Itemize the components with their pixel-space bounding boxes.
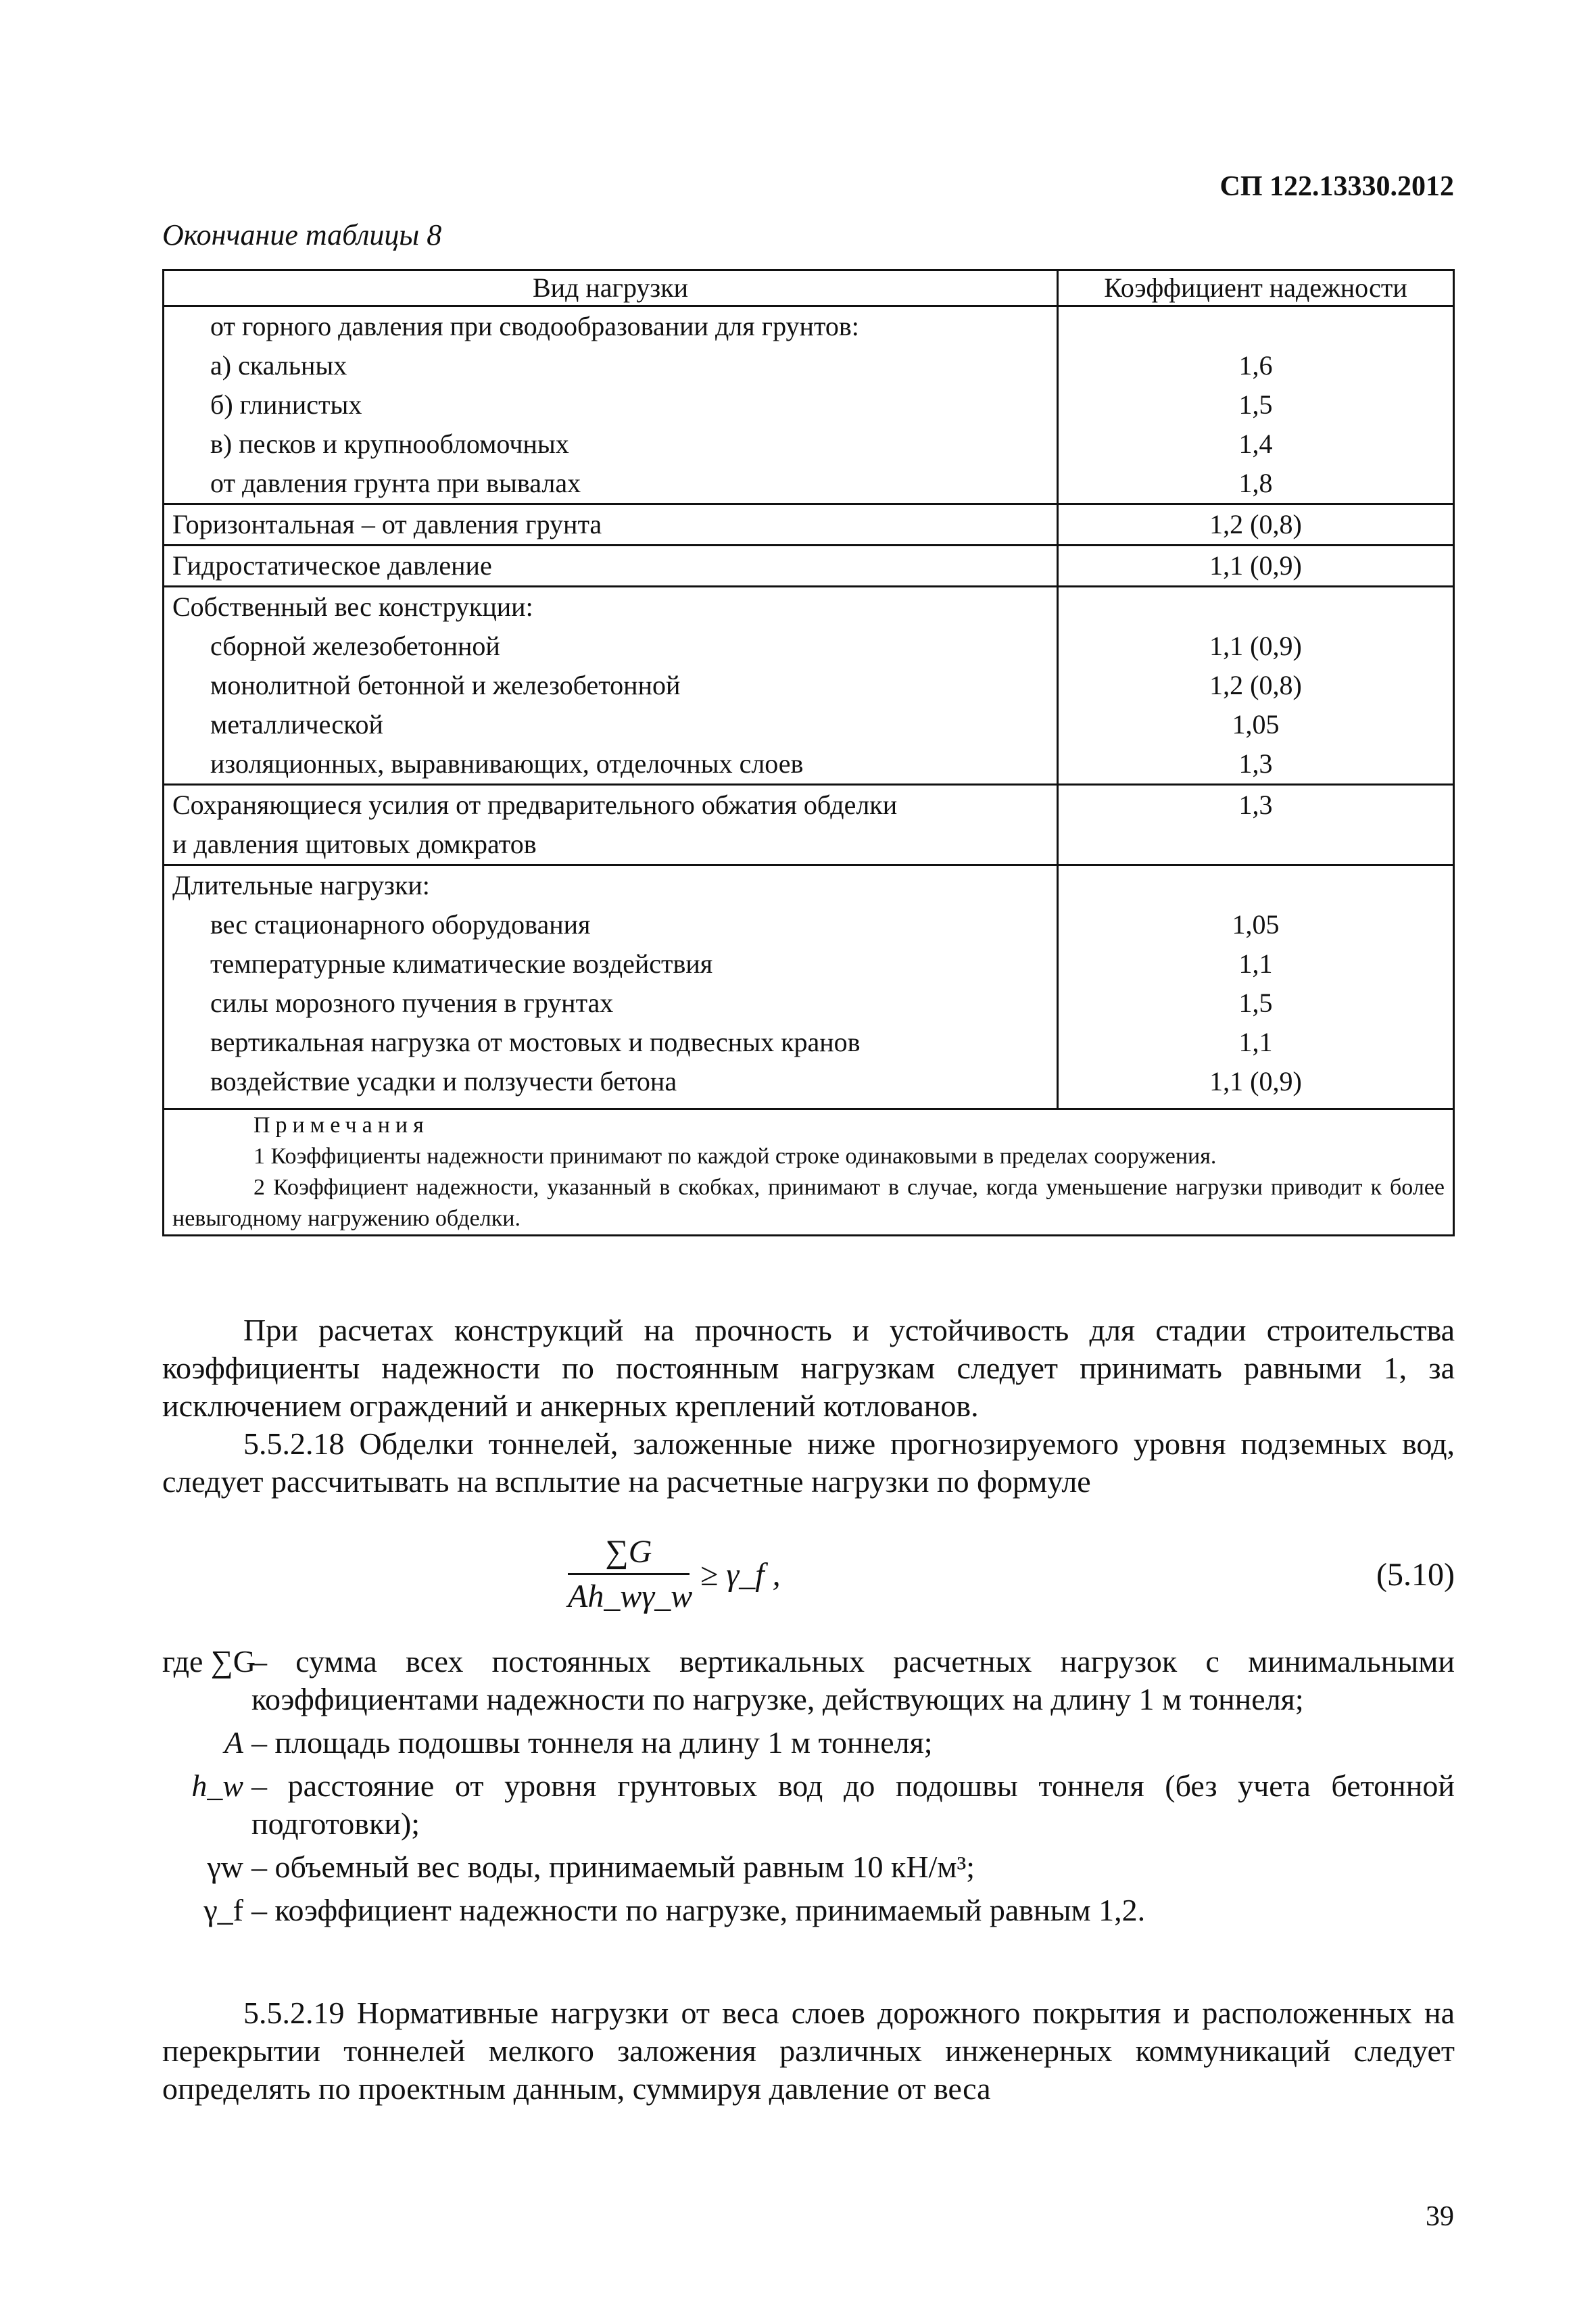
paragraph-5-5-2-18: 5.5.2.18 Обделки тоннелей, заложенные ниже прогнозируемого уровня подземных вод, следует рассчитывать на всплытие на расчетные нагрузки по формуле: [162, 1426, 1455, 1499]
table-row: [164, 587, 1454, 627]
definition-text: – площадь подошвы тоннеля на длину 1 м тоннеля;: [251, 1725, 933, 1760]
row-label: вес стационарного оборудования: [164, 905, 1058, 944]
document-code: СП 122.13330.2012: [1219, 171, 1454, 202]
row-value: 1,2 (0,8): [1058, 504, 1454, 546]
notes-title: Примечания: [253, 1113, 429, 1138]
definition-text: – объемный вес воды, принимаемый равным 10 кН/м³;: [251, 1850, 975, 1884]
notes-row: [164, 1109, 1454, 1236]
row-value: 1,4: [1058, 425, 1454, 464]
table-row: [164, 1023, 1454, 1062]
formula-fraction: [568, 1533, 693, 1615]
col-header-coefficient: Коэффициент надежности: [1058, 270, 1454, 306]
row-label: температурные климатические воздействия: [164, 944, 1058, 984]
row-value: 1,5: [1058, 984, 1454, 1023]
formula-rhs: ≥ γ_f ,: [700, 1557, 781, 1593]
definition-item: [162, 1848, 1455, 1886]
row-label: и давления щитовых домкратов: [164, 825, 1058, 865]
table-row: [164, 984, 1454, 1023]
row-value: 1,3: [1058, 744, 1454, 785]
note-item: 2 Коэффициент надежности, указанный в скобках, принимают в случае, когда уменьшение нагрузки приводит к более невыгодному нагружению обделки.: [172, 1175, 1445, 1231]
reliability-table: [162, 269, 1455, 1236]
table-row: [164, 785, 1454, 825]
table-row: [164, 905, 1454, 944]
row-label: от горного давления при сводообразовании для грунтов:: [164, 306, 1058, 347]
row-label: изоляционных, выравнивающих, отделочных слоев: [164, 744, 1058, 785]
row-label: а) скальных: [164, 346, 1058, 385]
row-value: 1,6: [1058, 346, 1454, 385]
body-paragraph-5-5-2-19: [162, 1994, 1455, 2108]
paragraph-5-5-2-19: 5.5.2.19 Нормативные нагрузки от веса слоев дорожного покрытия и расположенных на перекрытии тоннелей мелкого заложения различных инженерных коммуникаций следует определять по проектным данным, суммируя давление от веса: [162, 1996, 1455, 2106]
table-row: [164, 825, 1454, 865]
row-label: воздействие усадки и ползучести бетона: [164, 1062, 1058, 1109]
note-item: 1 Коэффициенты надежности принимают по каждой строке одинаковыми в пределах сооружения.: [253, 1144, 1217, 1169]
table-header-row: [164, 270, 1454, 306]
table-notes: [164, 1109, 1454, 1236]
paragraph-construction-stage: При расчетах конструкций на прочность и устойчивость для стадии строительства коэффициенты надежности по постоянным нагрузкам следует принимать равными 1, за исключением ограждений и анкерных креплений котлованов.: [162, 1313, 1455, 1423]
definition-item: [162, 1643, 1455, 1718]
row-label: Собственный вес конструкции:: [164, 587, 1058, 627]
definition-symbol: γ_f: [203, 1893, 243, 1927]
definition-symbol: A: [224, 1725, 243, 1760]
table-caption: Окончание таблицы 8: [162, 218, 442, 251]
row-label: сборной железобетонной: [164, 627, 1058, 666]
definition-symbol: γw: [207, 1850, 243, 1884]
row-value: [1058, 825, 1454, 865]
row-value: 1,05: [1058, 905, 1454, 944]
formula-numerator: ∑G: [568, 1533, 690, 1575]
table-row: [164, 504, 1454, 546]
definition-symbol: где ∑G: [162, 1644, 256, 1679]
row-value: 1,1: [1058, 944, 1454, 984]
row-label: Гидростатическое давление: [164, 546, 1058, 587]
row-label: Длительные нагрузки:: [164, 865, 1058, 906]
definition-text: – сумма всех постоянных вертикальных расчетных нагрузок с минимальными коэффициентами надежности по нагрузке, действующих на длину 1 м тоннеля;: [251, 1644, 1455, 1716]
row-value: 1,1 (0,9): [1058, 546, 1454, 587]
page-number: 39: [1426, 2201, 1454, 2232]
formula-definitions: [162, 1643, 1455, 1935]
table-row: [164, 944, 1454, 984]
row-value: 1,5: [1058, 385, 1454, 425]
formula-number: (5.10): [1376, 1557, 1455, 1593]
row-value: [1058, 306, 1454, 347]
row-value: 1,2 (0,8): [1058, 666, 1454, 705]
row-value: 1,05: [1058, 705, 1454, 744]
definition-item: [162, 1767, 1455, 1843]
row-label: силы морозного пучения в грунтах: [164, 984, 1058, 1023]
table-row: [164, 385, 1454, 425]
definition-text: – расстояние от уровня грунтовых вод до подошвы тоннеля (без учета бетонной подготовки);: [251, 1768, 1455, 1841]
row-label: в) песков и крупнообломочных: [164, 425, 1058, 464]
row-label: б) глинистых: [164, 385, 1058, 425]
row-label: металлической: [164, 705, 1058, 744]
row-value: 1,8: [1058, 464, 1454, 504]
row-label: монолитной бетонной и железобетонной: [164, 666, 1058, 705]
table-row: [164, 744, 1454, 785]
table-row: [164, 306, 1454, 347]
row-value: 1,3: [1058, 785, 1454, 825]
table-row: [164, 546, 1454, 587]
table-row: [164, 705, 1454, 744]
table-row: [164, 1062, 1454, 1109]
definition-text: – коэффициент надежности по нагрузке, принимаемый равным 1,2.: [251, 1893, 1146, 1927]
definition-item: [162, 1891, 1455, 1929]
table-row: [164, 425, 1454, 464]
row-value: [1058, 587, 1454, 627]
body-paragraphs: [162, 1311, 1455, 1501]
row-label: вертикальная нагрузка от мостовых и подвесных кранов: [164, 1023, 1058, 1062]
definition-item: [162, 1724, 1455, 1762]
table-row: [164, 627, 1454, 666]
row-label: Горизонтальная – от давления грунта: [164, 504, 1058, 546]
row-label: Сохраняющиеся усилия от предварительного обжатия обделки: [164, 785, 1058, 825]
table-row: [164, 346, 1454, 385]
row-label: от давления грунта при вывалах: [164, 464, 1058, 504]
row-value: 1,1: [1058, 1023, 1454, 1062]
col-header-load-type: Вид нагрузки: [164, 270, 1058, 306]
row-value: 1,1 (0,9): [1058, 627, 1454, 666]
formula-denominator: Ah_wγ_w: [568, 1578, 693, 1614]
table-row: [164, 865, 1454, 906]
table-row: [164, 666, 1454, 705]
row-value: 1,1 (0,9): [1058, 1062, 1454, 1109]
table-row: [164, 464, 1454, 504]
row-value: [1058, 865, 1454, 906]
formula-5-10: [541, 1533, 1455, 1621]
definition-symbol: h_w: [191, 1768, 243, 1803]
